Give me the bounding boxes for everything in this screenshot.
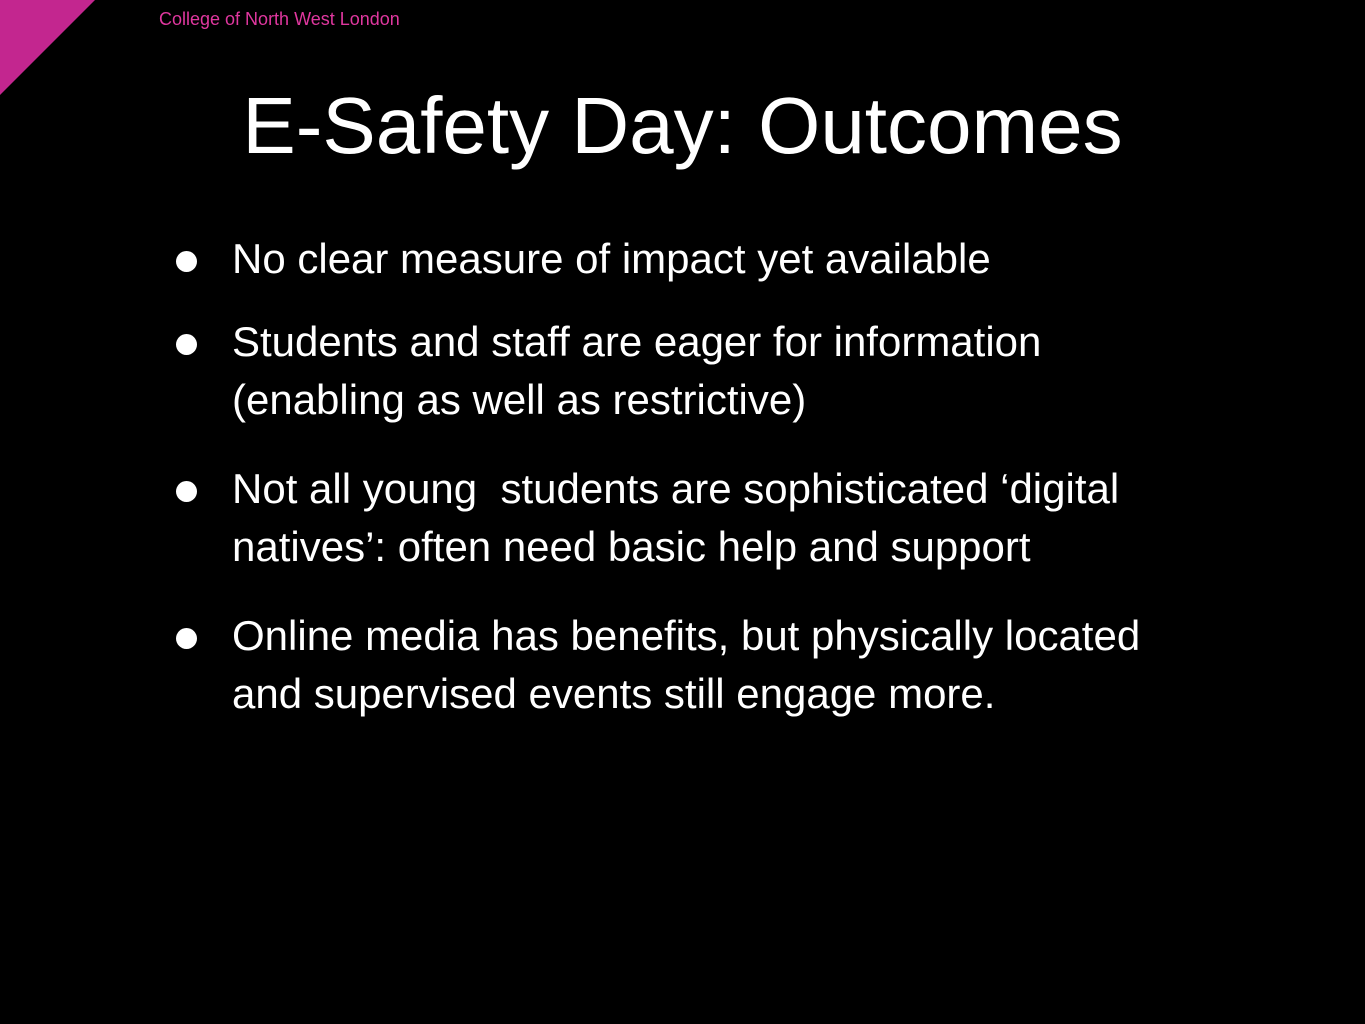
bullet-item <box>176 230 1186 289</box>
organization-label: College of North West London <box>159 9 400 29</box>
bullet-text: Online media has benefits, but physically located and supervised events still engage more. <box>232 611 1141 717</box>
bullet-item <box>176 607 1186 724</box>
bullet-text: Students and staff are eager for information (enabling as well as restrictive) <box>232 317 1042 423</box>
bullet-item <box>176 460 1186 577</box>
bullet-dot-icon <box>176 334 197 355</box>
bullet-item <box>176 313 1186 430</box>
bullet-dot-icon <box>176 628 197 649</box>
bullet-dot-icon <box>176 481 197 502</box>
slide-title: E-Safety Day: Outcomes <box>242 81 1123 170</box>
bullet-list <box>176 230 1186 748</box>
bullet-dot-icon <box>176 251 197 272</box>
bullet-text: Not all young students are sophisticated ‘digital natives’: often need basic help and support <box>232 464 1131 570</box>
bullet-text: No clear measure of impact yet available <box>232 235 991 282</box>
